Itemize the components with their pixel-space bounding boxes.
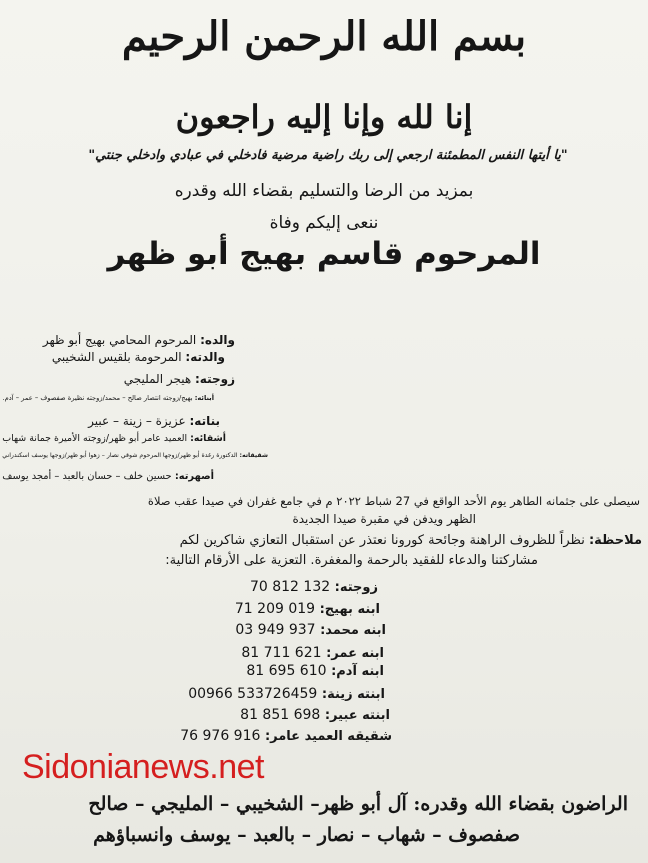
contact-row [180,728,392,744]
contact-row [241,645,384,661]
footer-line-1: الراضون بقضاء الله وقدره: آل أبو ظهر– الشخيبي – المليجي – صالح [88,793,628,815]
mother-row [52,350,225,364]
wife-row [124,372,235,386]
note-label: ملاحظة: [588,533,642,548]
brothers-row [2,433,226,444]
wife-value: هيجر المليجي [123,372,192,386]
inlaws-label: أصهرته: [174,471,214,482]
father-value: المرحوم المحامي بهيج أبو ظهر [42,333,197,347]
contact-number: 81 711 621 [241,645,322,661]
sisters-value: الدكتورة رغدة أبو ظهر/زوجها المرحوم شوقي نصار – زهوا أبو ظهر/زوجها يوسف اسكندراني [2,452,238,459]
inlaws-row [2,471,214,482]
contact-row [235,622,386,638]
contact-label: ابنه آدم: [331,664,384,679]
contact-row [240,707,390,723]
website-watermark: Sidonianews.net [22,748,265,786]
contact-number: 70 812 132 [249,579,331,595]
prayer-line-1: سيصلى على جثمانه الطاهر يوم الأحد الواقع في 27 شباط ٢٠٢٢ م في جامع غفران في صيدا عقب صلاة [147,494,640,508]
contact-row [246,663,384,679]
contact-number: 81 695 610 [246,663,327,679]
sons-label: أبنائه: [194,394,214,402]
intro-line-2: ننعى إليكم وفاة [269,212,379,232]
contact-number: 81 851 698 [240,707,321,723]
quran-verse: "يا أيتها النفس المطمئنة ارجعي إلى ربك راضية مرضية فادخلي في عبادي وادخلي جنتي" [88,148,568,163]
daughters-value: عزيزة – زينة – عبير [88,414,186,428]
mother-label: والدته: [185,350,225,364]
intro-line-1: بمزيد من الرضا والتسليم بقضاء الله وقدره [174,180,474,200]
sisters-label: شقيقاته: [239,452,268,459]
contact-label: ابنته زينة: [321,687,385,702]
contact-row [188,686,385,702]
inna-lillah-heading: إنا لله وإنا إليه راجعون [175,98,473,136]
contact-row [235,601,380,617]
brothers-label: أشقائه: [190,433,226,444]
contact-label: شقيقه العميد عامر: [264,729,392,744]
inlaws-value: حسين خلف – حسان بالعبد – أمجد يوسف [2,471,172,482]
daughters-row [88,414,220,428]
prayer-line-2: الظهر ويدفن في مقبرة صيدا الجديدة [292,512,476,526]
contact-label: ابنه عمر: [326,646,384,661]
contact-label: زوجته: [334,580,378,595]
sons-value: بهيج/زوجته انتصار صالح – محمد/زوجته نظيرة صفصوف – عمر – آدم. [2,394,193,402]
sons-row [2,394,214,402]
note-line-1: نظراً للظروف الراهنة وجائحة كورونا نعتذر عن استقبال التعازي شاكرين لكم [179,533,585,548]
contact-label: ابنه بهيج: [319,602,380,617]
contact-label: ابنته عبير: [324,708,390,723]
contact-label: ابنه محمد: [320,623,386,638]
father-row [43,333,235,347]
contact-number: 03 949 937 [235,622,316,638]
contact-number: 76 976 916 [180,728,261,744]
contact-number: 00966 533726459 [188,686,318,702]
note-line-2: مشاركتنا والدعاء للفقيد بالرحمة والمغفرة. التعزية على الأرقام التالية: [165,553,538,568]
contact-row [250,579,378,595]
father-label: والده: [200,333,235,347]
mother-value: المرحومة بلقيس الشخيبي [51,350,182,364]
deceased-name: المرحوم قاسم بهيج أبو ظهر [107,236,541,272]
wife-label: زوجته: [195,372,235,386]
daughters-label: بناته: [189,414,220,428]
note-row [180,533,642,548]
basmala-heading: بسم الله الرحمن الرحيم [121,14,527,60]
brothers-value: العميد عامر أبو ظهر/زوجته الأميرة جمانة شهاب [2,433,188,444]
contact-number: 71 209 019 [234,601,316,617]
footer-line-2: صفصوف – شهاب – نصار – بالعبد – يوسف وانسباؤهم [93,824,520,846]
sisters-row [2,452,268,459]
